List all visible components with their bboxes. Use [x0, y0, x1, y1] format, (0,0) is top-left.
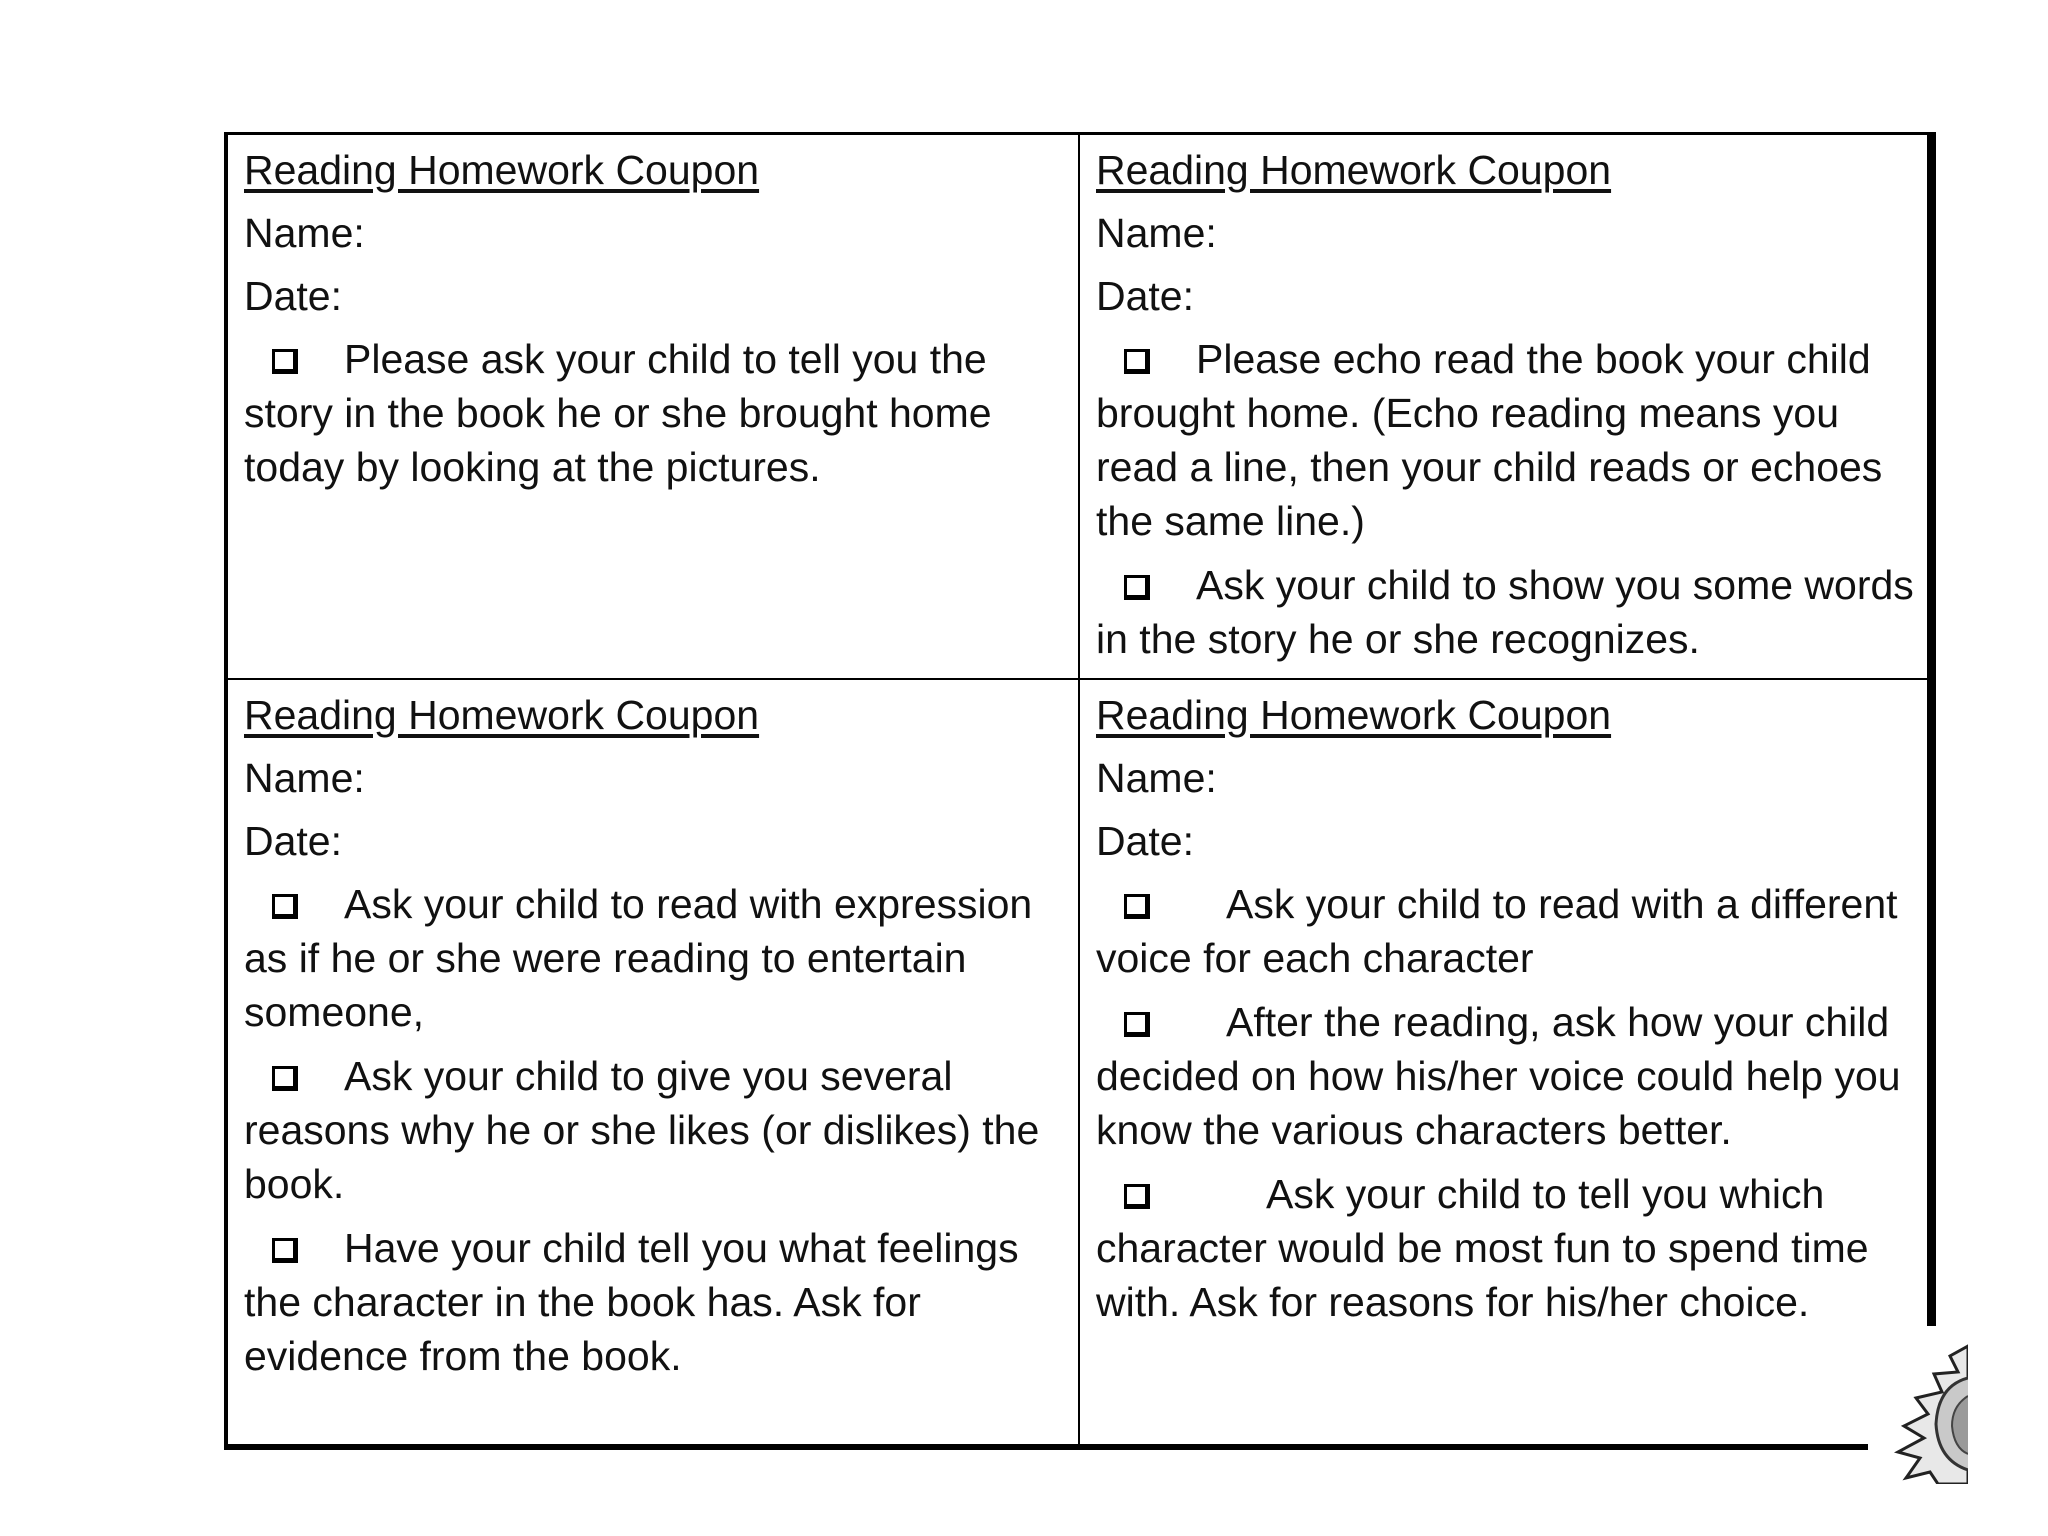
- date-field-label: Date:: [244, 818, 342, 864]
- task-text: Please echo read the book your child brought home. (Echo reading means you read a line, then your child reads or echoes the same line.): [1096, 336, 1883, 544]
- coupon-title: Reading Homework Coupon: [244, 147, 760, 193]
- date-field-label: Date:: [244, 273, 342, 319]
- task-item: [1096, 1167, 1915, 1329]
- task-text: Please ask your child to tell you the story in the book he or she brought home today by looking at the pictures.: [244, 336, 992, 490]
- task-text: Ask your child to read with a different voice for each character: [1096, 881, 1898, 981]
- coupon-1: [228, 135, 1080, 680]
- checkbox-icon[interactable]: [272, 894, 298, 919]
- task-text: Ask your child to tell you which character would be most fun to spend time with. Ask for reasons for his/her choice.: [1096, 1171, 1869, 1325]
- task-text: Ask your child to give you several reasons why he or she likes (or dislikes) the book.: [244, 1053, 1040, 1207]
- checkbox-icon[interactable]: [1124, 1184, 1150, 1209]
- coupon-4: [1080, 680, 1927, 1444]
- task-item: [1096, 558, 1915, 666]
- checkbox-icon[interactable]: [1124, 1012, 1150, 1037]
- task-text: After the reading, ask how your child decided on how his/her voice could help you know the various characters better.: [1096, 999, 1901, 1153]
- name-field-label: Name:: [1096, 755, 1217, 801]
- task-item: [244, 332, 1066, 494]
- task-item: [1096, 332, 1915, 548]
- name-field-label: Name:: [244, 210, 365, 256]
- name-field-label: Name:: [244, 755, 365, 801]
- sun-icon-graphic: [1868, 1326, 1968, 1484]
- task-text: Have your child tell you what feelings the character in the book has. Ask for evidence from the book.: [244, 1225, 1019, 1379]
- coupon-3: [228, 680, 1080, 1444]
- checkbox-icon[interactable]: [272, 349, 298, 374]
- coupon-title: Reading Homework Coupon: [1096, 692, 1612, 738]
- checkbox-icon[interactable]: [1124, 575, 1150, 600]
- task-item: [1096, 877, 1915, 985]
- checkbox-icon[interactable]: [272, 1238, 298, 1263]
- name-field-label: Name:: [1096, 210, 1217, 256]
- task-text: Ask your child to read with expression as if he or she were reading to entertain someone,: [244, 881, 1033, 1035]
- checkbox-icon[interactable]: [1124, 349, 1150, 374]
- checkbox-icon[interactable]: [272, 1066, 298, 1091]
- coupon-2: [1080, 135, 1927, 680]
- task-item: [244, 1049, 1066, 1211]
- task-item: [1096, 995, 1915, 1157]
- task-text: Ask your child to show you some words in the story he or she recognizes.: [1096, 562, 1914, 662]
- coupon-title: Reading Homework Coupon: [244, 692, 760, 738]
- sun-icon: [1868, 1326, 1968, 1484]
- checkbox-icon[interactable]: [1124, 894, 1150, 919]
- date-field-label: Date:: [1096, 818, 1194, 864]
- coupon-title: Reading Homework Coupon: [1096, 147, 1612, 193]
- date-field-label: Date:: [1096, 273, 1194, 319]
- task-item: [244, 877, 1066, 1039]
- coupon-table: [224, 132, 1936, 1450]
- task-item: [244, 1221, 1066, 1383]
